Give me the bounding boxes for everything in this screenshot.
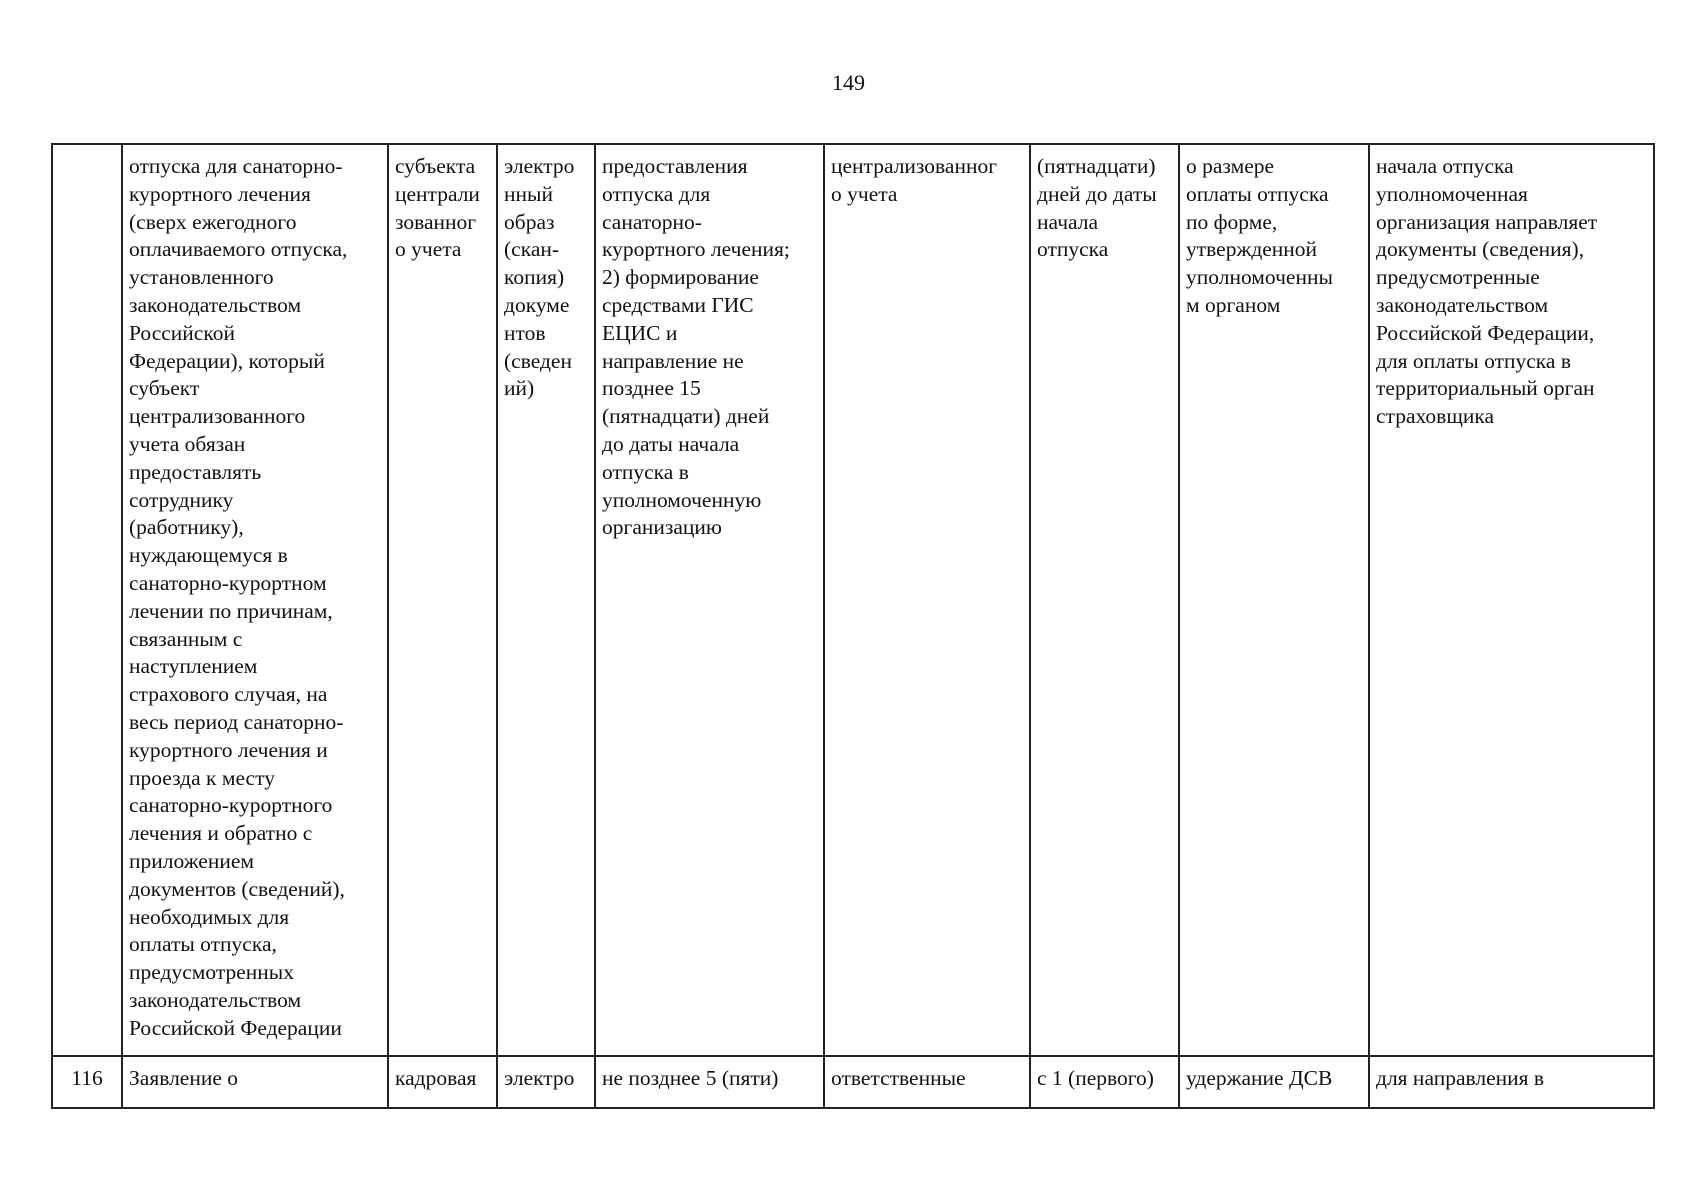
table-row xyxy=(52,1056,1654,1108)
procedure-cell: не позднее 5 (пяти) xyxy=(595,1056,824,1108)
document-name-cell: Заявление о xyxy=(122,1056,388,1108)
format-cell: электро нный образ (скан- копия) докуме нтов (сведен ий) xyxy=(497,144,595,1056)
procedure-cell: предоставления отпуска для санаторно- курортного лечения; 2) формирование средствами ГИС ЕЦИС и направление не позднее 15 (пятнадцати) дней до даты начала отпуска в уполномоченную организацию xyxy=(595,144,824,1056)
source-cell: кадровая xyxy=(388,1056,497,1108)
row-number-cell xyxy=(52,144,122,1056)
result-cell: удержание ДСВ xyxy=(1179,1056,1369,1108)
document-name-cell: отпуска для санаторно- курортного лечения (сверх ежегодного оплачиваемого отпуска, установленного законодательством Российской Федерации), который субъект централизованного учета обязан предоставлять сотруднику (работнику), нуждающемуся в санаторно-курортном лечении по причинам, связанным с наступлением страхового случая, на весь период санаторно- курортного лечения и проезда к месту санаторно-курортного лечения и обратно с приложением документов (сведений), необходимых для оплаты отпуска, предусмотренных законодательством Российской Федерации xyxy=(122,144,388,1056)
result-cell: о размере оплаты отпуска по форме, утвержденной уполномоченны м органом xyxy=(1179,144,1369,1056)
deadline-cell: (пятнадцати) дней до даты начала отпуска xyxy=(1030,144,1179,1056)
page-number: 149 xyxy=(832,70,865,95)
table-row xyxy=(52,144,1654,1056)
responsible-cell: ответственные xyxy=(824,1056,1030,1108)
responsible-cell: централизованног о учета xyxy=(824,144,1030,1056)
format-cell: электро xyxy=(497,1056,595,1108)
deadline-cell: с 1 (первого) xyxy=(1030,1056,1179,1108)
notes-cell: для направления в xyxy=(1369,1056,1654,1108)
notes-cell: начала отпуска уполномоченная организация направляет документы (сведения), предусмотренные законодательством Российской Федерации, для оплаты отпуска в территориальный орган страховщика xyxy=(1369,144,1654,1056)
row-number-cell: 116 xyxy=(52,1056,122,1108)
document-table xyxy=(51,143,1655,1109)
source-cell: субъекта централи зованног о учета xyxy=(388,144,497,1056)
